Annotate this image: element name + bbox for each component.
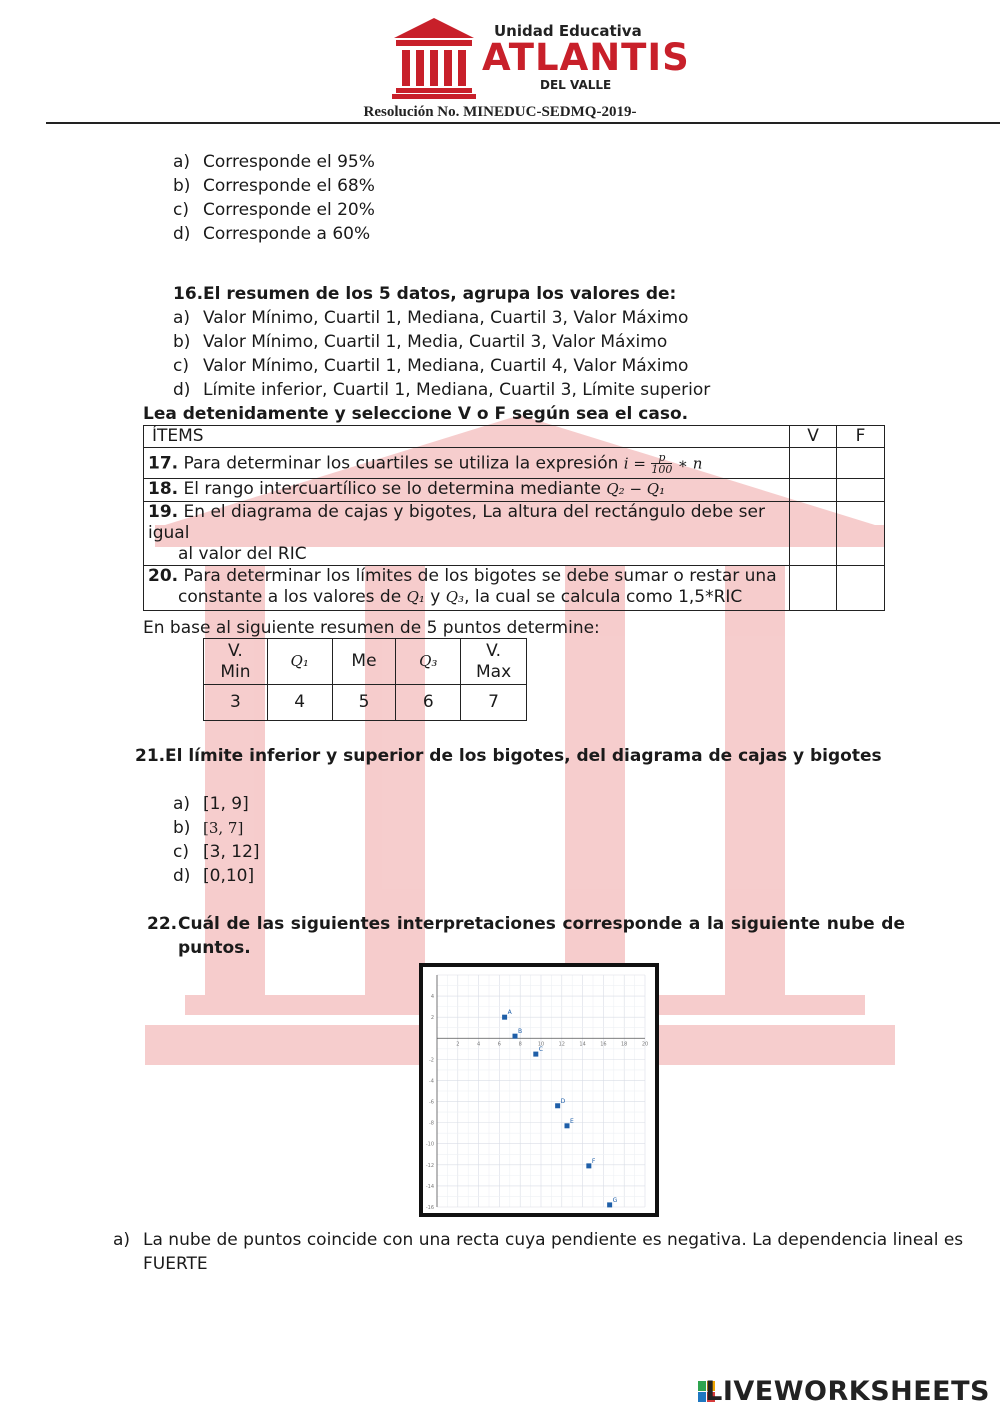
vf-instruction: Lea detenidamente y seleccione V o F según sea el caso. xyxy=(143,404,689,424)
x-tick-label: 12 xyxy=(558,1041,565,1048)
q15-option-a[interactable]: a) Corresponde el 95% xyxy=(173,152,375,172)
vf-answer-v-19[interactable] xyxy=(790,502,837,566)
scatter-chart-frame xyxy=(419,963,659,1217)
x-tick-label: 20 xyxy=(641,1041,649,1048)
q15-options xyxy=(173,150,375,246)
data-point xyxy=(533,1052,538,1057)
summary-header-q1: Q₁ xyxy=(267,639,332,685)
school-name-line3: DEL VALLE xyxy=(540,78,612,92)
summary-intro: En base al siguiente resumen de 5 puntos determine: xyxy=(143,618,600,638)
q21-option-c[interactable]: c) [3, 12] xyxy=(173,842,260,862)
y-tick-label: -14 xyxy=(425,1183,434,1190)
q22-title: 22. Cuál de las siguientes interpretaciones corresponde a la siguiente nube de puntos. xyxy=(147,914,905,958)
data-point-label: C xyxy=(538,1046,544,1054)
data-point xyxy=(607,1202,612,1207)
data-point xyxy=(513,1034,518,1039)
y-tick-label: 4 xyxy=(430,994,434,1001)
q16-option-d[interactable]: d) Límite inferior, Cuartil 1, Mediana, Cuartil 3, Límite superior xyxy=(173,380,711,400)
vf-header-v: V xyxy=(790,426,837,448)
q21-title: 21.El límite inferior y superior de los bigotes, del diagrama de cajas y bigotes xyxy=(135,746,882,766)
vf-header-f: F xyxy=(837,426,885,448)
summary-value-vmin: 3 xyxy=(204,685,268,721)
data-point xyxy=(586,1163,591,1168)
data-point-label: E xyxy=(570,1117,574,1125)
y-tick-label: -12 xyxy=(425,1162,434,1169)
q16-option-b[interactable]: b) Valor Mínimo, Cuartil 1, Media, Cuartil 3, Valor Máximo xyxy=(173,332,668,352)
x-tick-label: 14 xyxy=(579,1041,586,1048)
data-point xyxy=(565,1123,570,1128)
formula-fraction: $\frac{p}{100}$ xyxy=(651,450,673,476)
summary-table xyxy=(203,638,527,721)
x-tick-label: 2 xyxy=(456,1041,460,1048)
q16-title: 16.El resumen de los 5 datos, agrupa los valores de: xyxy=(173,284,677,304)
q21-options xyxy=(173,792,260,888)
vf-item-19: 19. En el diagrama de cajas y bigotes, La altura del rectángulo debe ser igual al valor del RIC xyxy=(144,502,790,566)
vf-answer-f-18[interactable] xyxy=(837,479,885,502)
data-point xyxy=(555,1103,560,1108)
q16-option-a[interactable]: a) Valor Mínimo, Cuartil 1, Mediana, Cuartil 3, Valor Máximo xyxy=(173,308,689,328)
school-name-line2: ATLANTIS xyxy=(482,36,690,79)
data-point xyxy=(502,1015,507,1020)
summary-value-vmax: 7 xyxy=(461,685,527,721)
vf-answer-f-19[interactable] xyxy=(837,502,885,566)
summary-value-q3: 6 xyxy=(396,685,461,721)
summary-header-row xyxy=(204,639,527,685)
q16-options xyxy=(173,306,710,402)
x-tick-label: 18 xyxy=(621,1041,628,1048)
vf-answer-f-20[interactable] xyxy=(837,566,885,611)
q21-option-a[interactable]: a) [1, 9] xyxy=(173,794,249,814)
q21-option-b[interactable]: b) [3, 7] xyxy=(173,818,244,838)
vf-row-19 xyxy=(144,502,885,566)
school-name-line1: Unidad Educativa xyxy=(494,22,642,40)
y-tick-label: -8 xyxy=(429,1120,434,1127)
vf-item-18: 18. El rango intercuartílico se lo determina mediante Q₂ − Q₁ xyxy=(144,479,790,502)
y-tick-label: -4 xyxy=(429,1078,434,1085)
y-tick-label: -10 xyxy=(425,1141,434,1148)
x-tick-label: 4 xyxy=(477,1041,481,1048)
x-tick-label: 16 xyxy=(600,1041,607,1048)
data-point-label: B xyxy=(518,1028,523,1036)
vf-answer-v-17[interactable] xyxy=(790,448,837,479)
data-point-label: F xyxy=(591,1157,596,1165)
q21-option-d[interactable]: d) [0,10] xyxy=(173,866,255,886)
resolution-text: Resolución No. MINEDUC-SEDMQ-2019- xyxy=(363,104,637,120)
summary-value-q1: 4 xyxy=(267,685,332,721)
vf-row-17 xyxy=(144,448,885,479)
vf-answer-f-17[interactable] xyxy=(837,448,885,479)
x-tick-label: 8 xyxy=(518,1041,522,1048)
q22-option-a[interactable]: a) La nube de puntos coincide con una recta cuya pendiente es negativa. La dependencia lineal es FUERTE xyxy=(113,1230,964,1274)
x-tick-label: 10 xyxy=(537,1041,545,1048)
school-logo-icon xyxy=(392,16,476,100)
vf-table xyxy=(143,425,885,611)
vf-header-row xyxy=(144,426,885,448)
summary-value-row xyxy=(204,685,527,721)
q15-option-b[interactable]: b) Corresponde el 68% xyxy=(173,176,375,196)
x-tick-label: 6 xyxy=(497,1041,501,1048)
summary-header-me: Me xyxy=(332,639,396,685)
vf-item-17: 17. Para determinar los cuartiles se utiliza la expresión i = $\frac{p}{100}$ ∗ n xyxy=(144,448,790,479)
q15-option-c[interactable]: c) Corresponde el 20% xyxy=(173,200,375,220)
y-tick-label: 2 xyxy=(430,1015,434,1022)
y-tick-label: -6 xyxy=(429,1099,434,1106)
y-tick-label: -16 xyxy=(425,1205,434,1211)
summary-value-me: 5 xyxy=(332,685,396,721)
vf-row-18 xyxy=(144,479,885,502)
q15-option-d[interactable]: d) Corresponde a 60% xyxy=(173,224,371,244)
liveworksheets-brand: LIVEWORKSHEETS xyxy=(705,1376,990,1407)
data-point-label: A xyxy=(507,1009,512,1017)
vf-answer-v-18[interactable] xyxy=(790,479,837,502)
vf-row-20 xyxy=(144,566,885,611)
scatter-chart xyxy=(423,967,655,1213)
vf-item-20: 20. Para determinar los límites de los bigotes se debe sumar o restar una constante a los valores de Q₁ y Q₃, la cual se calcula como 1,5*RIC xyxy=(144,566,790,611)
y-tick-label: -2 xyxy=(429,1057,434,1064)
data-point-label: D xyxy=(560,1097,566,1105)
data-point-label: G xyxy=(612,1196,618,1204)
summary-header-vmin: V. Min xyxy=(204,639,268,685)
vf-answer-v-20[interactable] xyxy=(790,566,837,611)
summary-header-q3: Q₃ xyxy=(396,639,461,685)
vf-header-items: ÍTEMS xyxy=(144,426,790,448)
q16-option-c[interactable]: c) Valor Mínimo, Cuartil 1, Mediana, Cuartil 4, Valor Máximo xyxy=(173,356,689,376)
summary-header-vmax: V. Max xyxy=(461,639,527,685)
header-divider xyxy=(46,122,1000,124)
